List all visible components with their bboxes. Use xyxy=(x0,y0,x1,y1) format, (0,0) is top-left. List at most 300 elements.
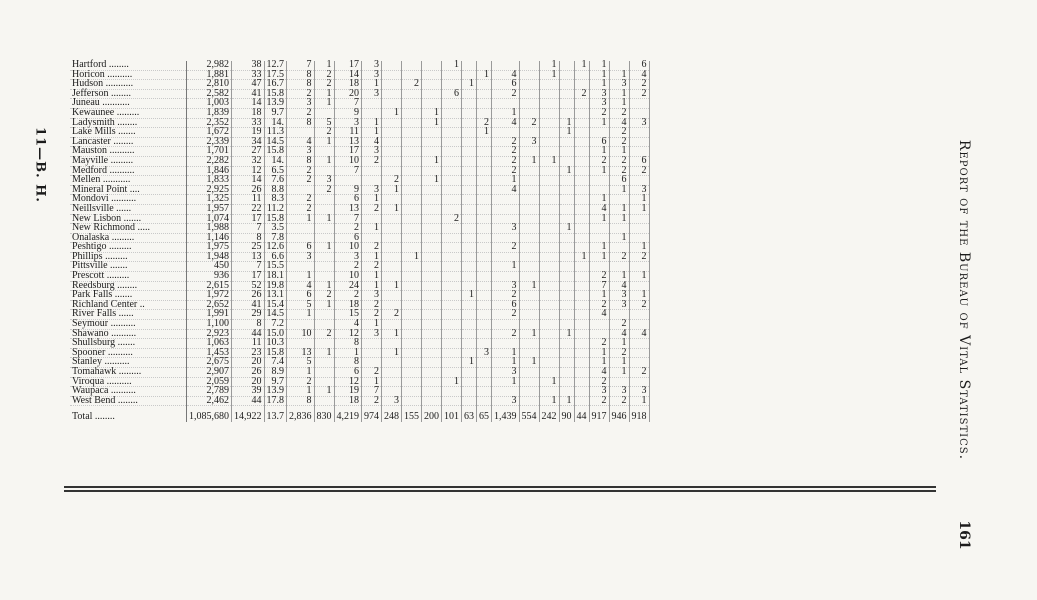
value-cell: 12 xyxy=(232,166,265,176)
place-name-cell: Hartford ........ xyxy=(70,61,187,70)
value-cell xyxy=(422,281,442,291)
running-head-text: Report of the Bureau of Vital Statistics. xyxy=(956,139,972,461)
value-cell: 8 xyxy=(232,320,265,330)
place-name-cell: Phillips ......... xyxy=(70,252,187,262)
value-cell: 5 xyxy=(314,118,334,128)
value-cell: 25 xyxy=(232,243,265,253)
value-cell: 8.3 xyxy=(264,195,287,205)
value-cell: 14. xyxy=(264,118,287,128)
value-cell: 23 xyxy=(232,348,265,358)
place-name-cell: Mayville ......... xyxy=(70,156,187,166)
value-cell: 5 xyxy=(287,358,315,368)
value-cell: 1,701 xyxy=(187,147,232,157)
value-cell: 450 xyxy=(187,262,232,272)
value-cell: 4 xyxy=(589,204,609,214)
value-cell xyxy=(422,89,442,99)
value-cell xyxy=(539,89,559,99)
value-cell xyxy=(402,291,422,301)
value-cell: 4 xyxy=(334,320,362,330)
value-cell xyxy=(477,310,492,320)
value-cell: 1 xyxy=(519,281,539,291)
value-cell: 946 xyxy=(609,406,629,422)
value-cell xyxy=(422,291,442,301)
value-cell: 2 xyxy=(629,80,649,90)
value-cell xyxy=(442,396,462,406)
value-cell xyxy=(477,99,492,109)
value-cell: 6 xyxy=(629,61,649,70)
value-cell: 10 xyxy=(287,329,315,339)
value-cell xyxy=(382,252,402,262)
value-cell xyxy=(539,214,559,224)
value-cell: 2 xyxy=(442,214,462,224)
value-cell xyxy=(519,262,539,272)
value-cell xyxy=(422,339,442,349)
value-cell xyxy=(519,368,539,378)
value-cell: 1 xyxy=(492,108,520,118)
value-cell: 20 xyxy=(232,377,265,387)
value-cell: 20 xyxy=(334,89,362,99)
value-cell: 1 xyxy=(519,156,539,166)
value-cell xyxy=(362,166,382,176)
value-cell xyxy=(462,243,477,253)
table-row xyxy=(70,291,649,301)
value-cell: 1 xyxy=(314,300,334,310)
value-cell: 1 xyxy=(629,396,649,406)
value-cell xyxy=(477,195,492,205)
value-cell: 1 xyxy=(422,118,442,128)
value-cell: 8 xyxy=(287,118,315,128)
value-cell xyxy=(462,166,477,176)
value-cell xyxy=(362,99,382,109)
place-name-cell: Peshtigo ......... xyxy=(70,243,187,253)
value-cell: 7 xyxy=(334,166,362,176)
value-cell xyxy=(314,368,334,378)
value-cell: 2 xyxy=(574,89,589,99)
value-cell xyxy=(422,204,442,214)
value-cell xyxy=(519,377,539,387)
value-cell xyxy=(422,252,442,262)
table-row xyxy=(70,339,649,349)
value-cell: 10 xyxy=(334,156,362,166)
value-cell xyxy=(559,185,574,195)
value-cell: 2,907 xyxy=(187,368,232,378)
value-cell: 1 xyxy=(382,281,402,291)
value-cell xyxy=(574,396,589,406)
value-cell xyxy=(442,281,462,291)
value-cell xyxy=(559,252,574,262)
value-cell: 19 xyxy=(232,128,265,138)
value-cell xyxy=(539,252,559,262)
value-cell: 4 xyxy=(589,368,609,378)
value-cell: 1 xyxy=(382,185,402,195)
value-cell xyxy=(442,99,462,109)
value-cell: 1 xyxy=(422,176,442,186)
value-cell xyxy=(519,70,539,80)
value-cell: 2 xyxy=(287,166,315,176)
place-name-cell: Mineral Point .... xyxy=(70,185,187,195)
value-cell: 1 xyxy=(539,396,559,406)
place-name-cell: Mellen ........... xyxy=(70,176,187,186)
value-cell xyxy=(287,224,315,234)
value-cell: 2,789 xyxy=(187,387,232,397)
value-cell: 1 xyxy=(382,108,402,118)
value-cell: 2 xyxy=(477,118,492,128)
value-cell xyxy=(477,166,492,176)
value-cell: 1 xyxy=(609,233,629,243)
value-cell xyxy=(402,128,422,138)
value-cell: 1 xyxy=(589,348,609,358)
value-cell xyxy=(477,320,492,330)
value-cell: 3 xyxy=(492,281,520,291)
value-cell: 1 xyxy=(559,396,574,406)
value-cell xyxy=(539,358,559,368)
value-cell xyxy=(539,99,559,109)
value-cell xyxy=(574,214,589,224)
value-cell xyxy=(462,300,477,310)
value-cell: 2,339 xyxy=(187,137,232,147)
value-cell: 90 xyxy=(559,406,574,422)
value-cell xyxy=(422,358,442,368)
value-cell xyxy=(382,128,402,138)
value-cell: 2 xyxy=(609,320,629,330)
value-cell: 1 xyxy=(314,156,334,166)
value-cell: 52 xyxy=(232,281,265,291)
value-cell xyxy=(539,185,559,195)
value-cell xyxy=(574,300,589,310)
place-name-cell: Shawano .......... xyxy=(70,329,187,339)
value-cell: 15.4 xyxy=(264,300,287,310)
value-cell: 20 xyxy=(232,358,265,368)
value-cell xyxy=(559,272,574,282)
value-cell: 2 xyxy=(314,80,334,90)
value-cell xyxy=(382,368,402,378)
value-cell: 2 xyxy=(589,272,609,282)
value-cell xyxy=(559,377,574,387)
value-cell: 2 xyxy=(362,262,382,272)
value-cell: 2 xyxy=(609,348,629,358)
value-cell: 1 xyxy=(314,387,334,397)
value-cell: 15.0 xyxy=(264,329,287,339)
value-cell: 7.4 xyxy=(264,358,287,368)
value-cell xyxy=(574,329,589,339)
value-cell: 3 xyxy=(629,185,649,195)
value-cell xyxy=(477,80,492,90)
value-cell xyxy=(422,348,442,358)
value-cell: 1 xyxy=(574,252,589,262)
value-cell: 33 xyxy=(232,70,265,80)
table-row xyxy=(70,128,649,138)
value-cell xyxy=(462,147,477,157)
value-cell xyxy=(402,99,422,109)
value-cell xyxy=(574,118,589,128)
value-cell: 2 xyxy=(314,185,334,195)
value-cell xyxy=(539,272,559,282)
value-cell xyxy=(574,224,589,234)
value-cell: 1 xyxy=(609,70,629,80)
value-cell: 2 xyxy=(492,329,520,339)
value-cell xyxy=(402,224,422,234)
value-cell: 3 xyxy=(334,118,362,128)
value-cell: 2,923 xyxy=(187,329,232,339)
value-cell: 1 xyxy=(609,204,629,214)
value-cell: 1,146 xyxy=(187,233,232,243)
value-cell xyxy=(462,204,477,214)
value-cell: 2,652 xyxy=(187,300,232,310)
table-row xyxy=(70,147,649,157)
value-cell: 2 xyxy=(492,310,520,320)
value-cell: 3 xyxy=(519,137,539,147)
value-cell xyxy=(442,108,462,118)
table-row xyxy=(70,387,649,397)
value-cell: 918 xyxy=(629,406,649,422)
value-cell xyxy=(477,137,492,147)
value-cell: 14 xyxy=(232,99,265,109)
value-cell: 1 xyxy=(559,224,574,234)
value-cell xyxy=(574,310,589,320)
value-cell xyxy=(477,329,492,339)
value-cell xyxy=(402,310,422,320)
value-cell: 1 xyxy=(287,387,315,397)
value-cell xyxy=(462,176,477,186)
value-cell xyxy=(314,262,334,272)
value-cell xyxy=(574,377,589,387)
place-name-cell: Medford .......... xyxy=(70,166,187,176)
total-row xyxy=(70,406,649,422)
value-cell xyxy=(462,339,477,349)
value-cell xyxy=(382,80,402,90)
value-cell: 2 xyxy=(609,166,629,176)
value-cell xyxy=(314,310,334,320)
value-cell: 2 xyxy=(314,291,334,301)
value-cell xyxy=(382,137,402,147)
value-cell: 1 xyxy=(519,358,539,368)
value-cell xyxy=(442,358,462,368)
value-cell xyxy=(442,233,462,243)
value-cell: 41 xyxy=(232,89,265,99)
value-cell: 1 xyxy=(559,329,574,339)
value-cell xyxy=(629,214,649,224)
value-cell: 3 xyxy=(287,147,315,157)
value-cell xyxy=(519,89,539,99)
value-cell: 1 xyxy=(314,214,334,224)
value-cell xyxy=(519,300,539,310)
table-row xyxy=(70,70,649,80)
place-name-cell: Ladysmith ........ xyxy=(70,118,187,128)
value-cell xyxy=(574,272,589,282)
value-cell: 1 xyxy=(609,214,629,224)
value-cell: 3 xyxy=(609,291,629,301)
value-cell: 155 xyxy=(402,406,422,422)
value-cell: 2 xyxy=(589,300,609,310)
value-cell: 2 xyxy=(362,156,382,166)
place-name-cell: Prescott ......... xyxy=(70,272,187,282)
value-cell: 18 xyxy=(334,396,362,406)
value-cell xyxy=(539,300,559,310)
value-cell: 1,846 xyxy=(187,166,232,176)
value-cell xyxy=(519,252,539,262)
table-row xyxy=(70,310,649,320)
value-cell xyxy=(492,195,520,205)
value-cell: 8 xyxy=(334,339,362,349)
value-cell: 14. xyxy=(264,156,287,166)
value-cell: 29 xyxy=(232,310,265,320)
value-cell xyxy=(422,368,442,378)
value-cell xyxy=(422,80,442,90)
value-cell xyxy=(422,262,442,272)
value-cell xyxy=(462,224,477,234)
value-cell xyxy=(477,204,492,214)
value-cell: 1 xyxy=(589,195,609,205)
value-cell: 1 xyxy=(629,195,649,205)
value-cell: 1,839 xyxy=(187,108,232,118)
value-cell: 1 xyxy=(362,377,382,387)
value-cell xyxy=(559,310,574,320)
value-cell: 1 xyxy=(589,243,609,253)
value-cell: 2 xyxy=(362,243,382,253)
value-cell xyxy=(422,320,442,330)
value-cell: 14.5 xyxy=(264,310,287,320)
value-cell: 17.5 xyxy=(264,70,287,80)
value-cell: 2,615 xyxy=(187,281,232,291)
value-cell: 6 xyxy=(334,368,362,378)
value-cell xyxy=(477,377,492,387)
value-cell: 2,282 xyxy=(187,156,232,166)
value-cell: 2 xyxy=(589,396,609,406)
value-cell: 1 xyxy=(362,118,382,128)
value-cell: 3 xyxy=(287,252,315,262)
vital-statistics-table xyxy=(70,61,650,422)
value-cell: 1 xyxy=(362,80,382,90)
value-cell xyxy=(477,262,492,272)
value-cell: 13.9 xyxy=(264,387,287,397)
value-cell: 1,957 xyxy=(187,204,232,214)
value-cell xyxy=(442,70,462,80)
value-cell xyxy=(559,291,574,301)
value-cell: 1 xyxy=(492,348,520,358)
value-cell: 3 xyxy=(589,99,609,109)
value-cell xyxy=(519,387,539,397)
value-cell: 1,991 xyxy=(187,310,232,320)
value-cell xyxy=(402,147,422,157)
table-row xyxy=(70,204,649,214)
value-cell: 4,219 xyxy=(334,406,362,422)
value-cell: 2 xyxy=(609,128,629,138)
value-cell: 1 xyxy=(314,61,334,70)
value-cell xyxy=(539,329,559,339)
value-cell: 3 xyxy=(492,396,520,406)
place-name-cell: Waupaca .......... xyxy=(70,387,187,397)
table-body xyxy=(70,61,649,422)
place-name-cell: Neillsville ...... xyxy=(70,204,187,214)
value-cell: 7 xyxy=(362,387,382,397)
place-name-cell: Park Falls ....... xyxy=(70,291,187,301)
value-cell: 3 xyxy=(362,147,382,157)
value-cell: 2 xyxy=(609,252,629,262)
value-cell xyxy=(422,387,442,397)
value-cell xyxy=(559,243,574,253)
value-cell: 1 xyxy=(589,80,609,90)
value-cell xyxy=(462,387,477,397)
value-cell: 2 xyxy=(629,252,649,262)
table-row xyxy=(70,348,649,358)
value-cell: 12 xyxy=(334,377,362,387)
value-cell xyxy=(362,339,382,349)
value-cell: 2 xyxy=(382,176,402,186)
value-cell xyxy=(314,252,334,262)
value-cell xyxy=(402,320,422,330)
value-cell xyxy=(442,262,462,272)
value-cell: 2 xyxy=(629,300,649,310)
value-cell: 3 xyxy=(382,396,402,406)
value-cell: 3.5 xyxy=(264,224,287,234)
value-cell: 2 xyxy=(402,80,422,90)
value-cell xyxy=(477,300,492,310)
value-cell: 11.3 xyxy=(264,128,287,138)
value-cell: 4 xyxy=(492,70,520,80)
value-cell: 1 xyxy=(314,99,334,109)
value-cell: 1 xyxy=(589,118,609,128)
value-cell xyxy=(477,89,492,99)
value-cell xyxy=(559,339,574,349)
value-cell: 1 xyxy=(589,61,609,70)
value-cell: 3 xyxy=(609,300,629,310)
value-cell: 7 xyxy=(334,214,362,224)
value-cell: 1 xyxy=(422,108,442,118)
value-cell: 63 xyxy=(462,406,477,422)
place-name-cell: Viroqua .......... xyxy=(70,377,187,387)
value-cell xyxy=(519,214,539,224)
value-cell xyxy=(402,176,422,186)
value-cell xyxy=(477,291,492,301)
value-cell: 2 xyxy=(629,166,649,176)
table-row xyxy=(70,137,649,147)
value-cell xyxy=(574,185,589,195)
table-row xyxy=(70,108,649,118)
value-cell: 2,462 xyxy=(187,396,232,406)
place-name-cell: Mauston .......... xyxy=(70,147,187,157)
value-cell: 2,352 xyxy=(187,118,232,128)
value-cell: 1,063 xyxy=(187,339,232,349)
place-name-cell: Jefferson ........ xyxy=(70,89,187,99)
value-cell: 1 xyxy=(609,358,629,368)
value-cell xyxy=(574,128,589,138)
value-cell xyxy=(422,61,442,70)
value-cell: 1,074 xyxy=(187,214,232,224)
value-cell xyxy=(629,128,649,138)
value-cell xyxy=(422,137,442,147)
value-cell xyxy=(462,368,477,378)
value-cell xyxy=(574,262,589,272)
value-cell xyxy=(629,99,649,109)
value-cell: 2 xyxy=(492,291,520,301)
value-cell: 15.5 xyxy=(264,262,287,272)
value-cell xyxy=(519,396,539,406)
left-margin-text: 11—B. H. xyxy=(32,127,48,203)
value-cell xyxy=(519,166,539,176)
value-cell: 3 xyxy=(334,252,362,262)
value-cell: 2,059 xyxy=(187,377,232,387)
value-cell: 3 xyxy=(362,291,382,301)
value-cell xyxy=(402,89,422,99)
value-cell xyxy=(442,156,462,166)
value-cell: 2 xyxy=(382,310,402,320)
value-cell xyxy=(559,300,574,310)
value-cell xyxy=(559,61,574,70)
value-cell xyxy=(539,348,559,358)
value-cell xyxy=(539,224,559,234)
value-cell: 14.5 xyxy=(264,137,287,147)
table-row xyxy=(70,89,649,99)
